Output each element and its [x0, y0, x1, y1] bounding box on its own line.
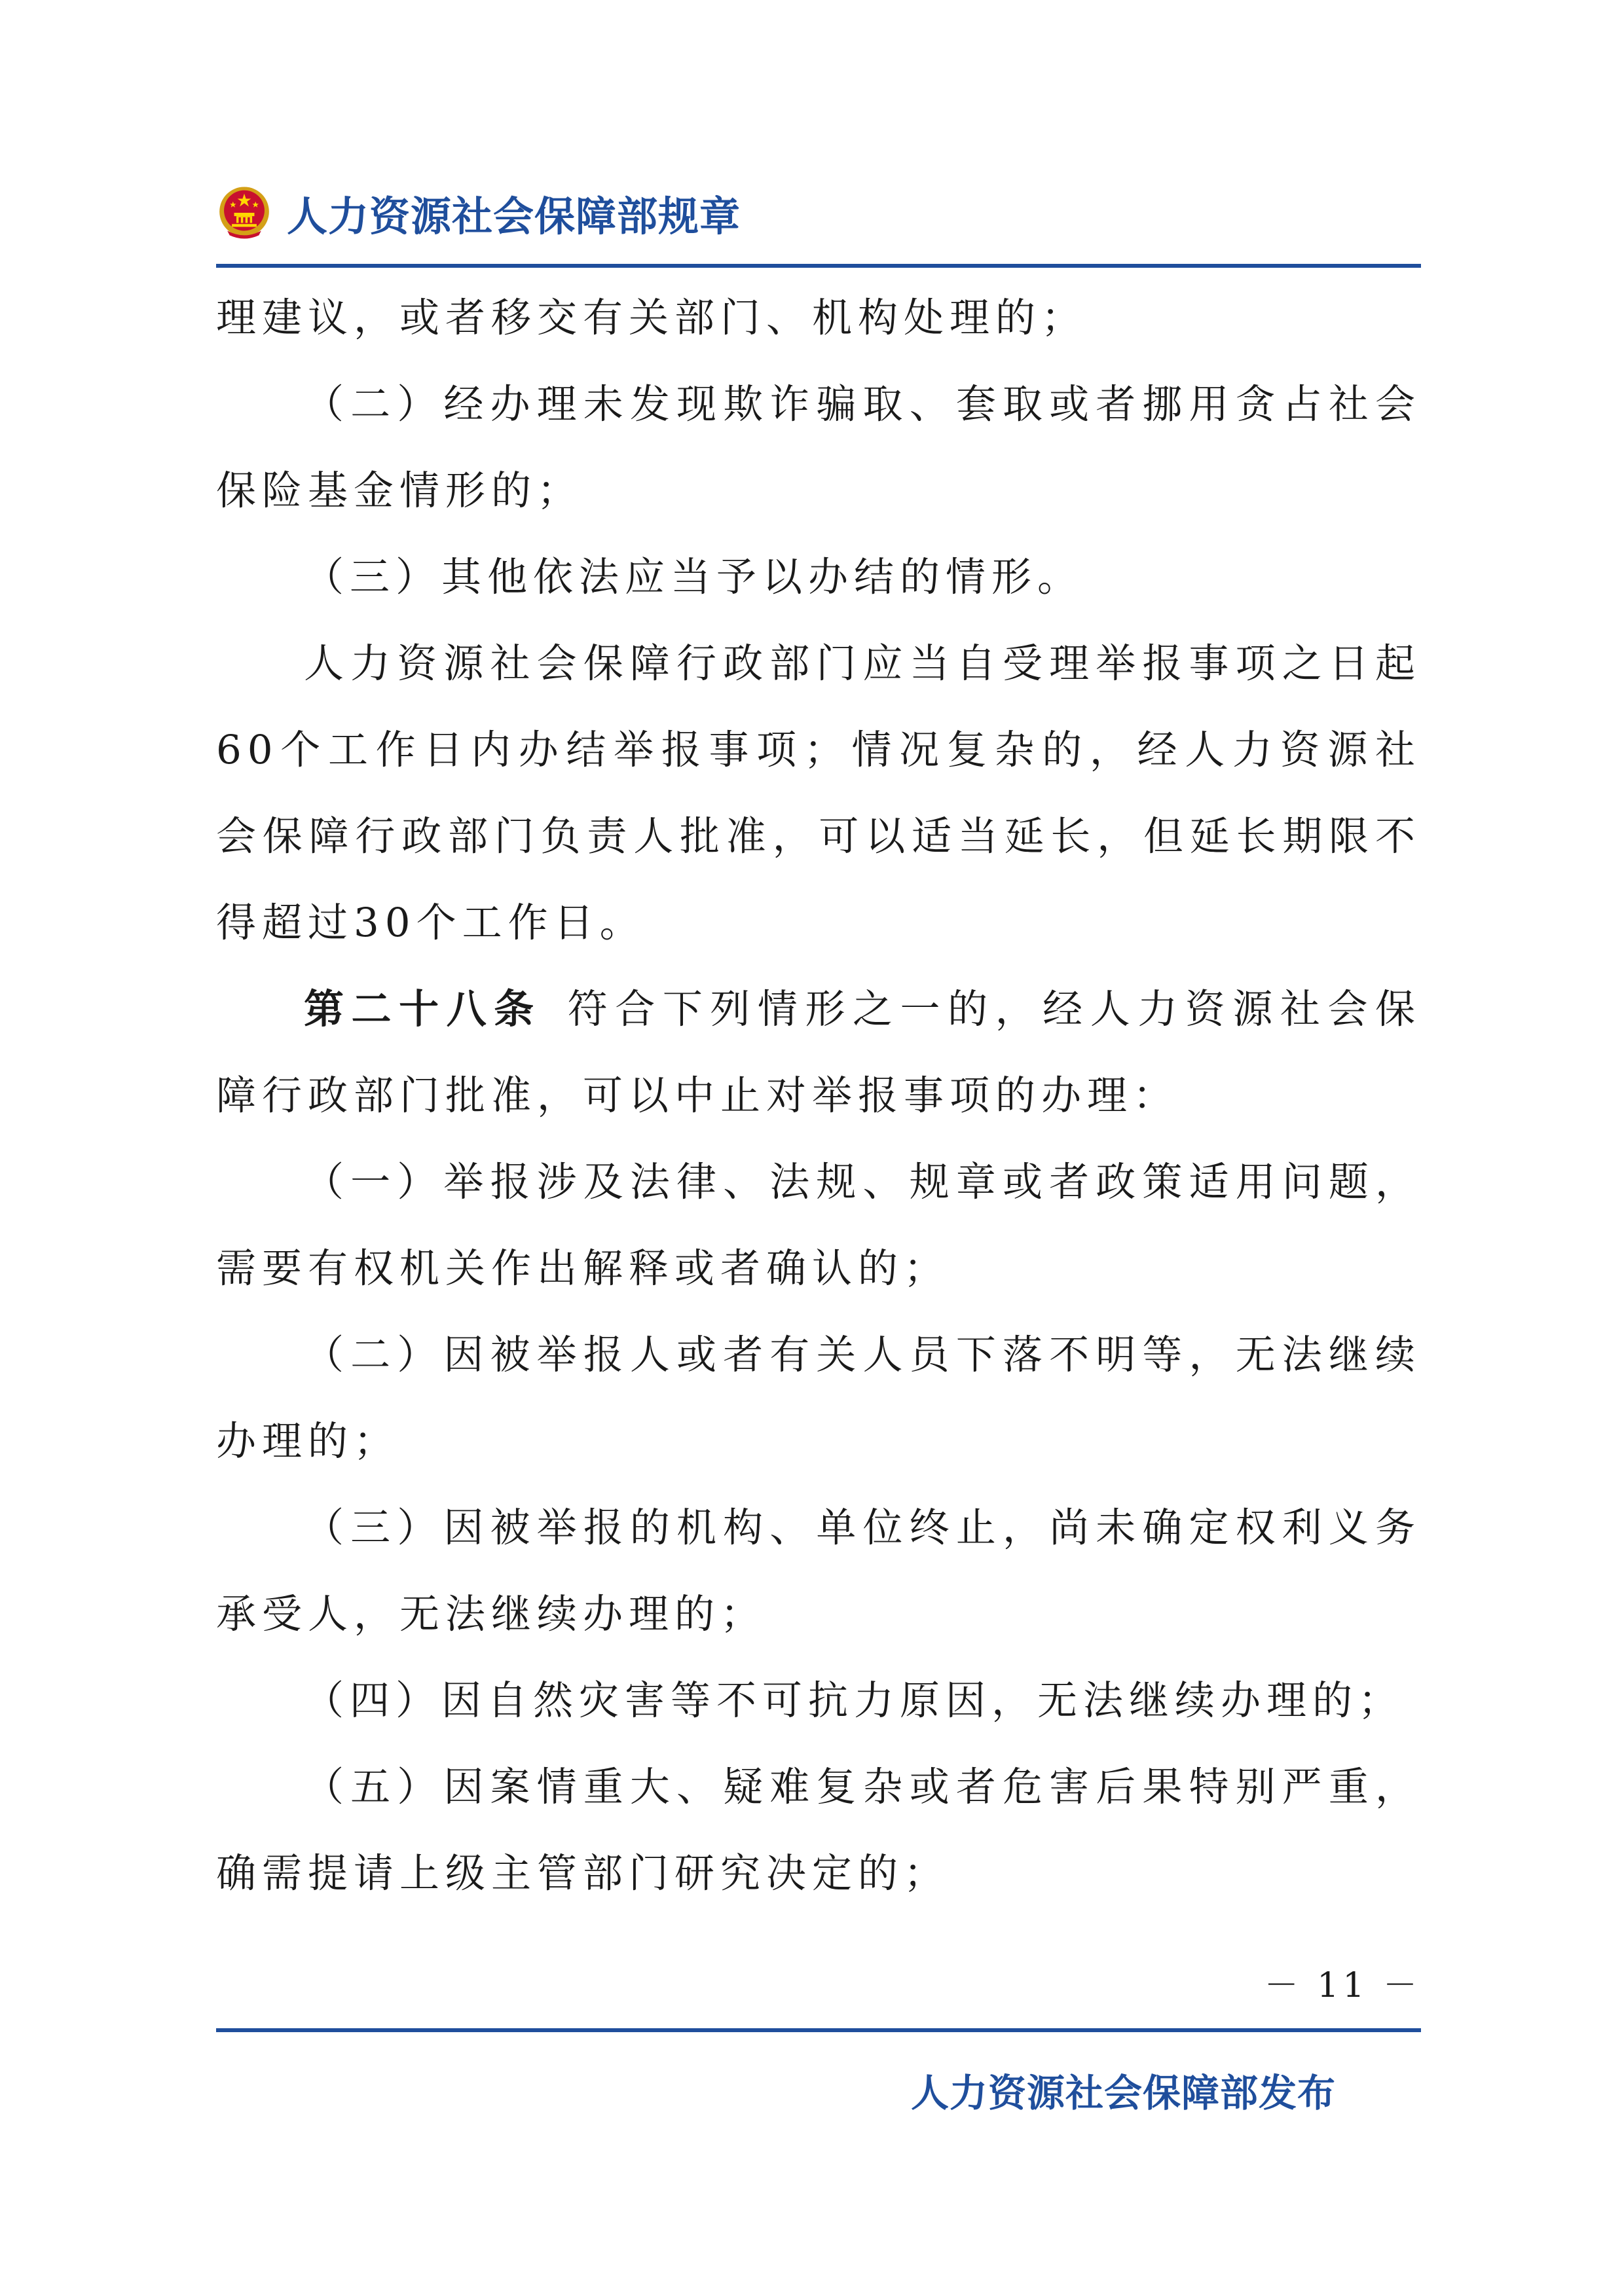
list-item: （二）因被举报人或者有关人员下落不明等，无法继续办理的；: [216, 1332, 1421, 1465]
paragraph: 人力资源社会保障行政部门应当自受理举报事项之日起60个工作日内办结举报事项；情况复杂的，经人力资源社会保障行政部门负责人批准，可以适当延长，但延长期限不得超过30个工作日。: [216, 640, 1421, 946]
paragraph: （三）其他依法应当予以办结的情形。: [304, 554, 1084, 600]
paragraph: （二）经办理未发现欺诈骗取、套取或者挪用贪占社会保险基金情形的；: [216, 381, 1421, 514]
list-item: （三）因被举报的机构、单位终止，尚未确定权利义务承受人，无法继续办理的；: [216, 1504, 1421, 1637]
paragraph: 理建议，或者移交有关部门、机构处理的；: [216, 295, 1088, 341]
header-title: 人力资源社会保障部规章: [287, 192, 741, 240]
national-emblem-icon: [216, 185, 272, 241]
list-item: （一）举报涉及法律、法规、规章或者政策适用问题，需要有权机关作出解释或者确认的；: [216, 1159, 1421, 1292]
page-header: [216, 177, 741, 249]
header-divider: [216, 264, 1421, 268]
article-text: 符合下列情形之一的，经人力资源社会保障行政部门批准，可以中止对举报事项的办理：: [216, 986, 1421, 1119]
list-item: （五）因案情重大、疑难复杂或者危害后果特别严重，确需提请上级主管部门研究决定的；: [216, 1764, 1421, 1897]
page-number: － 11 －: [1264, 1966, 1421, 2005]
footer-publisher: 人力资源社会保障部发布: [910, 2071, 1336, 2115]
list-item: （四）因自然灾害等不可抗力原因，无法继续办理的；: [304, 1677, 1405, 1724]
footer-divider: [216, 2028, 1421, 2032]
article-paragraph: [216, 966, 1421, 1139]
document-body: [216, 275, 1421, 1917]
article-label: 第二十八条: [304, 986, 542, 1032]
